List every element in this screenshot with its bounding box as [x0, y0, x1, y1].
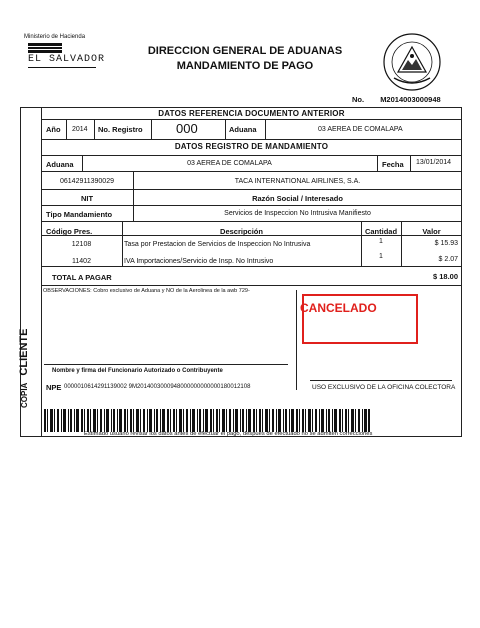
npe-label: NPE [46, 383, 62, 392]
document-title [110, 44, 380, 74]
observations-text: OBSERVACIONES: Cobro exclusivo de Aduana y NO de la Aerolinea de la awb 729- [43, 288, 250, 294]
row-description: IVA Importaciones/Servicio de Insp. No Intrusivo [124, 258, 274, 265]
row-description: Tasa por Prestacion de Servicios de Inspeccion No Intrusiva [124, 241, 311, 248]
client-label: CLIENTE [18, 328, 30, 376]
company-name-label: Razón Social / Interesado [252, 194, 343, 203]
col-header-quantity: Cantidad [364, 227, 398, 236]
title-line-1: DIRECCION GENERAL DE ADUANAS [147, 45, 343, 57]
date-value: 13/01/2014 [416, 159, 452, 166]
copy-label: COPIA [20, 382, 29, 408]
nit-value: 06142911390029 [60, 178, 114, 185]
ref-customs-value: 03 AEREA DE COMALAPA [318, 126, 403, 133]
collector-office-label: USO EXCLUSIVO DE LA OFICINA COLECTORA [312, 384, 456, 391]
registry-label: No. Registro [98, 125, 143, 134]
copy-client-label [18, 329, 30, 408]
title-line-2: MANDAMIENTO DE PAGO [176, 60, 314, 72]
company-name-value: TACA INTERNATIONAL AIRLINES, S.A. [234, 178, 361, 185]
footer-note: Estimado usuario revisar los datos antes de efectuar el pago, después de efectuado no se admiten correcciones [84, 431, 373, 437]
year-label: Año [46, 125, 61, 134]
col-header-value: Valor [422, 227, 441, 236]
flag-stripes-icon [28, 43, 62, 53]
reg-section-title: DATOS REGISTRO DE MANDAMIENTO [174, 142, 329, 151]
barcode-icon [44, 409, 370, 432]
col-header-code: Código Pres. [46, 227, 93, 236]
side-copy-label [20, 107, 42, 437]
row-code: 11402 [72, 258, 91, 265]
reg-customs-label: Aduana [46, 160, 74, 169]
order-type-value: Servicios de Inspeccion No Intrusiva Manifiesto [224, 210, 371, 217]
logo-underline [28, 67, 96, 68]
row-value: $ 2.07 [438, 256, 458, 263]
npe-value: 0000010614291139002 9M2014003000948000000000000180012108 [64, 384, 251, 390]
signature-line [44, 364, 288, 365]
ministry-name: Ministerio de Hacienda [24, 34, 86, 40]
col-header-description: Descripción [220, 227, 263, 236]
row-code: 12108 [71, 241, 92, 248]
document-number [352, 95, 441, 104]
document-number-label: No. [352, 95, 365, 104]
ref-section-title: DATOS REFERENCIA DOCUMENTO ANTERIOR [158, 109, 345, 118]
year-value: 2014 [72, 126, 88, 133]
registry-value: 000 [176, 121, 198, 136]
total-value: $ 18.00 [432, 272, 458, 281]
row-value: $ 15.93 [434, 240, 458, 247]
date-label: Fecha [382, 160, 404, 169]
ministry-logo [16, 34, 106, 82]
signature-label: Nombre y firma del Funcionario Autorizado o Contribuyente [52, 368, 223, 374]
country-name: EL SALVADOR [28, 54, 106, 65]
row-quantity: 1 [379, 238, 383, 245]
nit-label: NIT [80, 194, 94, 203]
ref-customs-label: Aduana [229, 125, 257, 134]
total-label: TOTAL A PAGAR [52, 273, 112, 282]
reg-customs-value: 03 AEREA DE COMALAPA [187, 160, 272, 167]
order-type-label: Tipo Mandamiento [46, 210, 113, 219]
national-seal-icon [382, 32, 442, 92]
document-number-value: M2014003000948 [380, 95, 441, 104]
row-quantity: 1 [379, 253, 383, 260]
canceled-stamp: CANCELADO [300, 301, 377, 315]
